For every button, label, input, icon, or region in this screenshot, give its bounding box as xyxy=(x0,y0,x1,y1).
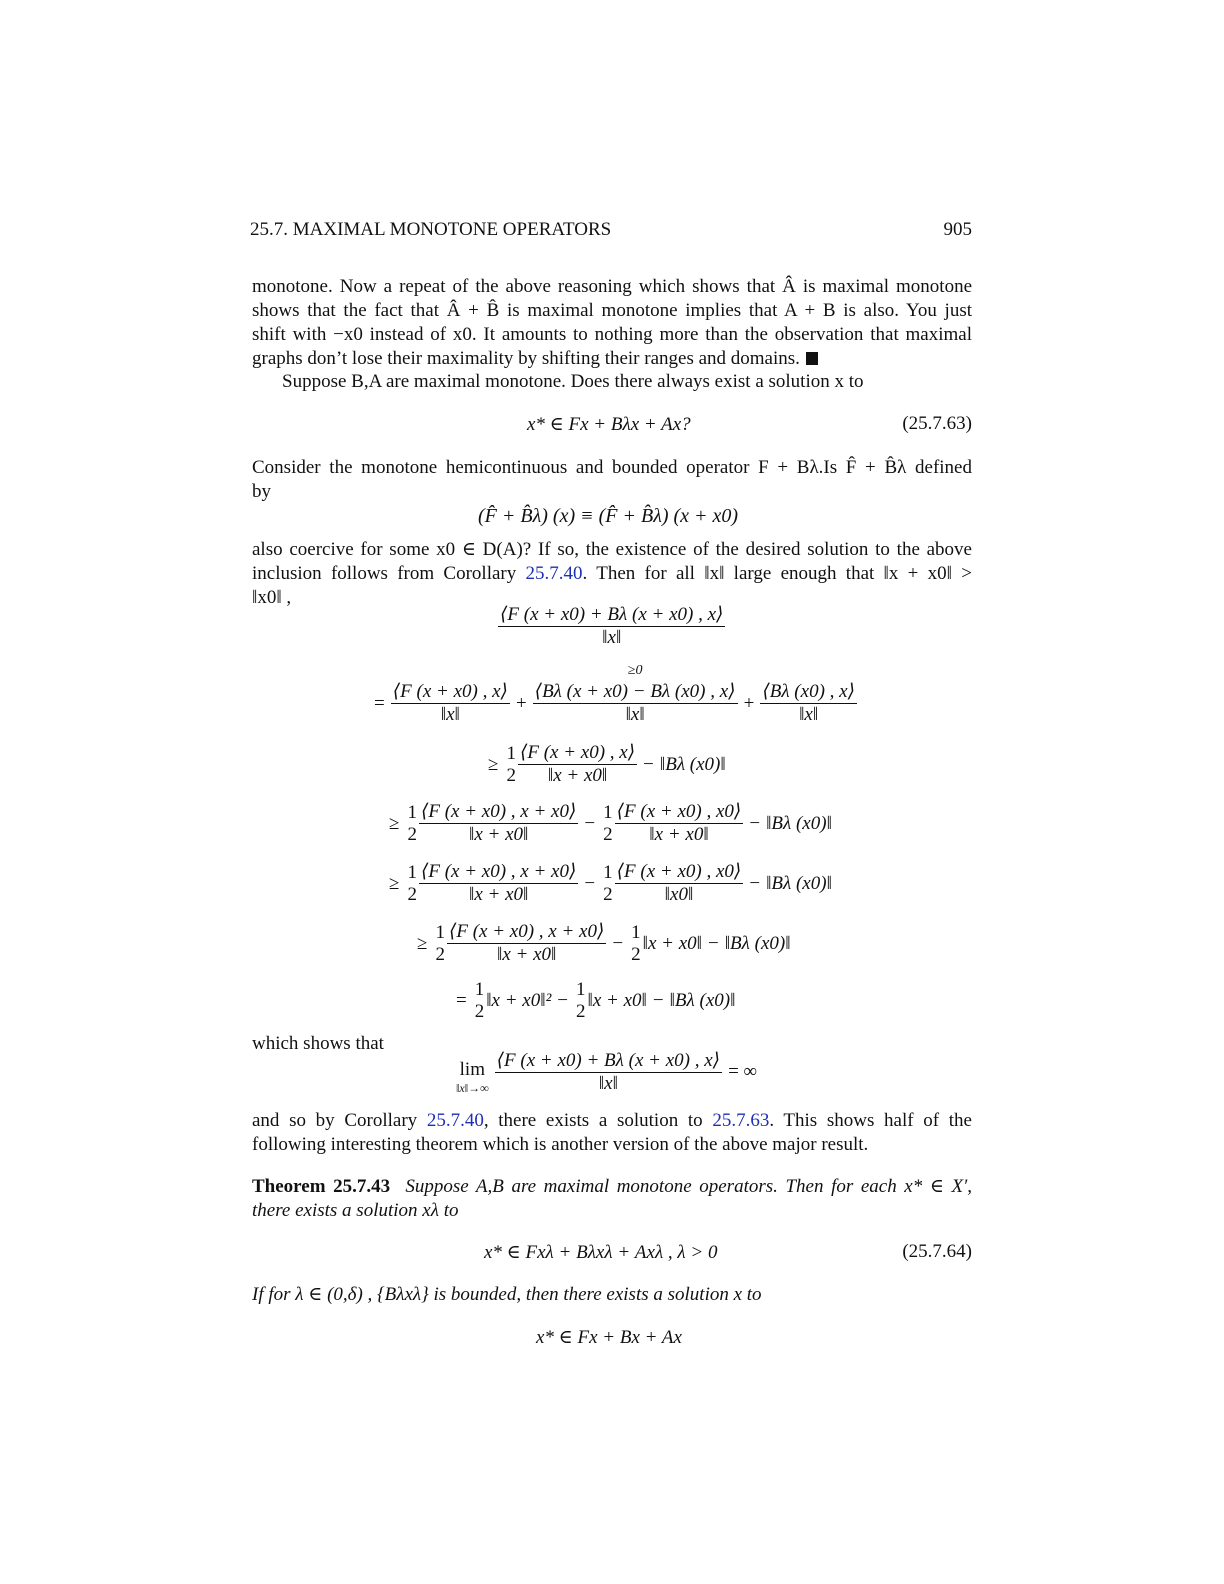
derivation-line-0 xyxy=(498,604,725,649)
minus-sign: − xyxy=(749,872,761,894)
page-number: 905 xyxy=(943,219,972,240)
numerator: 1 xyxy=(603,861,613,883)
denominator: ‖x‖ xyxy=(799,704,819,725)
derivation-line-2 xyxy=(482,742,726,787)
numerator: 1 xyxy=(576,979,586,1000)
text-line xyxy=(252,347,972,371)
paragraph-2: Suppose B,A are maximal monotone. Does there always exist a solution x to xyxy=(282,371,864,392)
text-line: monotone. Now a repeat of the above reasoning which shows that Â is maximal monotone xyxy=(252,276,972,297)
equation-link[interactable]: 25.7.63 xyxy=(712,1110,770,1131)
numerator: 1 xyxy=(407,861,417,883)
plus-sign: + xyxy=(515,692,527,714)
plus-sign: + xyxy=(743,692,755,714)
denominator: ‖x + x0‖ xyxy=(468,884,529,905)
text-line: ‖x0‖ , xyxy=(252,587,292,608)
qed-square-icon xyxy=(806,352,818,365)
equation-number: (25.7.64) xyxy=(902,1241,972,1262)
text-line xyxy=(252,562,972,586)
half xyxy=(601,802,615,846)
theorem-25-7-43 xyxy=(252,1175,972,1223)
minus-sign: − xyxy=(584,872,596,894)
minus-sign: − xyxy=(707,932,719,954)
denominator: 2 xyxy=(603,883,613,905)
half xyxy=(405,802,419,846)
equals-sign: = xyxy=(456,990,467,1011)
fraction xyxy=(447,921,606,966)
numerator: ⟨Bλ (x0) , x⟩ xyxy=(762,681,855,702)
half xyxy=(574,979,588,1023)
lim-label: lim xyxy=(459,1059,485,1080)
paragraph-5 xyxy=(252,1109,972,1157)
text-line: shows that the fact that Â + B̂ is maximal monotone implies that A + B is also. You just xyxy=(252,300,972,321)
numerator: 1 xyxy=(474,979,485,1000)
numerator: ⟨F (x + x0) , x⟩ xyxy=(519,742,636,763)
denominator: ‖x‖ xyxy=(625,704,645,725)
numerator: ⟨F (x + x0) + Bλ (x + x0) , x⟩ xyxy=(500,604,724,625)
denominator: ‖x0‖ xyxy=(664,884,694,905)
minus-sign: − xyxy=(584,812,596,834)
denominator: 2 xyxy=(407,823,417,845)
theorem-continuation: If for λ ∈ (0,δ) , {Bλxλ} is bounded, then there exists a solution x to xyxy=(252,1284,762,1305)
norm-term: ‖Bλ (x0)‖ xyxy=(766,812,832,834)
paragraph-3 xyxy=(252,456,972,504)
text-line: shift with −x0 instead of x0. It amounts to nothing more than the observation that maximal xyxy=(252,324,972,345)
denominator: 2 xyxy=(506,764,516,786)
numerator: ⟨F (x + x0) , x + x0⟩ xyxy=(420,861,577,882)
text-line: by xyxy=(252,481,271,502)
minus-sign: − xyxy=(652,990,664,1011)
minus-sign: − xyxy=(749,812,761,834)
fraction xyxy=(498,604,725,649)
denominator: 2 xyxy=(435,943,445,965)
half xyxy=(601,862,615,906)
equation-25-7-64: x* ∈ Fxλ + Bλxλ + Axλ , λ > 0 xyxy=(484,1242,718,1263)
paragraph-4 xyxy=(252,538,972,610)
text: . Then for all ‖x‖ large enough that ‖x + x0‖ > xyxy=(582,563,972,584)
denominator: ‖x + x0‖ xyxy=(468,824,529,845)
definition-equation: (F̂ + B̂λ) (x) ≡ (F̂ + B̂λ) (x + x0) xyxy=(478,505,739,527)
text-line xyxy=(252,1109,972,1133)
numerator: ⟨Bλ (x + x0) − Bλ (x0) , x⟩ xyxy=(534,681,736,702)
norm-term: ‖Bλ (x0)‖ xyxy=(669,990,736,1011)
numerator: ⟨F (x + x0) , x + x0⟩ xyxy=(420,801,577,822)
derivation-line-3 xyxy=(383,801,832,846)
norm-term: ‖Bλ (x0)‖ xyxy=(724,932,791,954)
text-line: following interesting theorem which is another version of the above major result. xyxy=(252,1134,869,1155)
theorem-label: Theorem 25.7.43 xyxy=(252,1176,391,1197)
norm-squared-term: ‖x + x0‖² xyxy=(486,990,552,1011)
derivation-line-5 xyxy=(411,921,791,966)
text: and so by Corollary xyxy=(252,1110,427,1131)
lim-subscript: ‖x‖→∞ xyxy=(456,1081,489,1095)
norm-term: ‖Bλ (x0)‖ xyxy=(659,753,726,775)
geq-sign: ≥ xyxy=(389,812,400,834)
geq-sign: ≥ xyxy=(417,932,428,954)
half xyxy=(433,922,447,966)
text: , there exists a solution to xyxy=(483,1110,713,1131)
numerator: ⟨F (x + x0) , x⟩ xyxy=(392,681,508,702)
text-line-content: graphs don’t lose their maximality by shifting their ranges and domains. xyxy=(252,348,800,369)
fraction xyxy=(391,681,510,726)
numerator: 1 xyxy=(506,742,516,764)
fraction xyxy=(495,1050,722,1095)
half xyxy=(629,922,643,966)
theorem-text: Suppose A,B are maximal monotone operators. Then for each x* ∈ X′, xyxy=(405,1176,972,1197)
denominator: ‖x + x0‖ xyxy=(496,944,557,965)
numerator: ⟨F (x + x0) , x0⟩ xyxy=(616,861,742,882)
numerator: ⟨F (x + x0) , x + x0⟩ xyxy=(448,921,605,942)
paragraph-1 xyxy=(252,275,972,371)
equation-25-7-63: x* ∈ Fx + Bλx + Ax? xyxy=(527,414,691,435)
fraction xyxy=(615,861,744,906)
geq-sign: ≥ xyxy=(488,753,499,775)
limit-operator xyxy=(454,1049,491,1095)
equals-sign: = xyxy=(374,692,385,714)
which-shows-text: which shows that xyxy=(252,1033,384,1054)
denominator: 2 xyxy=(474,1001,485,1022)
norm-term: ‖Bλ (x0)‖ xyxy=(766,872,832,894)
numerator: ⟨F (x + x0) + Bλ (x + x0) , x⟩ xyxy=(496,1049,721,1071)
theorem-line xyxy=(252,1175,972,1199)
derivation-line-1 xyxy=(368,663,857,726)
overset-label: ≥0 xyxy=(627,663,643,678)
numerator: 1 xyxy=(435,921,445,943)
norm-term: ‖x + x0‖ xyxy=(587,990,647,1011)
text-line: Consider the monotone hemicontinuous and bounded operator F + Bλ.Is F̂ + B̂λ defined xyxy=(252,457,972,478)
fraction xyxy=(419,861,578,906)
fraction xyxy=(518,742,637,787)
minus-sign: − xyxy=(643,753,654,775)
text-line: also coercive for some x0 ∈ D(A)? If so, the existence of the desired solution to the above xyxy=(252,539,972,560)
minus-sign: − xyxy=(612,932,624,954)
denominator: 2 xyxy=(407,883,417,905)
fraction xyxy=(533,663,738,726)
numerator: 1 xyxy=(603,801,613,823)
text: inclusion follows from Corollary xyxy=(252,563,526,584)
running-header: 25.7. MAXIMAL MONOTONE OPERATORS xyxy=(250,219,612,240)
text: . This shows half of the xyxy=(769,1110,972,1131)
limit-result: = ∞ xyxy=(728,1061,758,1082)
limit-expression xyxy=(454,1049,757,1095)
denominator: ‖x + x0‖ xyxy=(547,765,608,786)
denominator: ‖x + x0‖ xyxy=(649,824,709,845)
denominator: ‖x‖ xyxy=(598,1072,618,1094)
denominator: 2 xyxy=(576,1001,586,1022)
half xyxy=(405,862,419,906)
denominator: 2 xyxy=(631,943,641,965)
numerator: 1 xyxy=(407,801,417,823)
fraction xyxy=(419,801,578,846)
corollary-link[interactable]: 25.7.40 xyxy=(426,1110,484,1131)
denominator: 2 xyxy=(603,823,613,845)
derivation-line-4 xyxy=(383,861,832,906)
theorem-text: there exists a solution xλ to xyxy=(252,1200,459,1221)
denominator: ‖x‖ xyxy=(440,704,460,725)
norm-term: ‖x + x0‖ xyxy=(642,932,702,954)
minus-sign: − xyxy=(557,990,568,1011)
half xyxy=(473,979,487,1023)
geq-sign: ≥ xyxy=(389,872,400,894)
denominator: ‖x‖ xyxy=(602,627,622,648)
fraction xyxy=(760,681,857,726)
numerator: ⟨F (x + x0) , x0⟩ xyxy=(616,801,742,822)
fraction xyxy=(615,801,744,846)
numerator: 1 xyxy=(631,921,641,943)
half xyxy=(504,743,518,787)
equation-number: (25.7.63) xyxy=(902,413,972,434)
derivation-line-6 xyxy=(450,979,735,1023)
final-equation: x* ∈ Fx + Bx + Ax xyxy=(536,1327,682,1348)
corollary-link[interactable]: 25.7.40 xyxy=(525,563,583,584)
